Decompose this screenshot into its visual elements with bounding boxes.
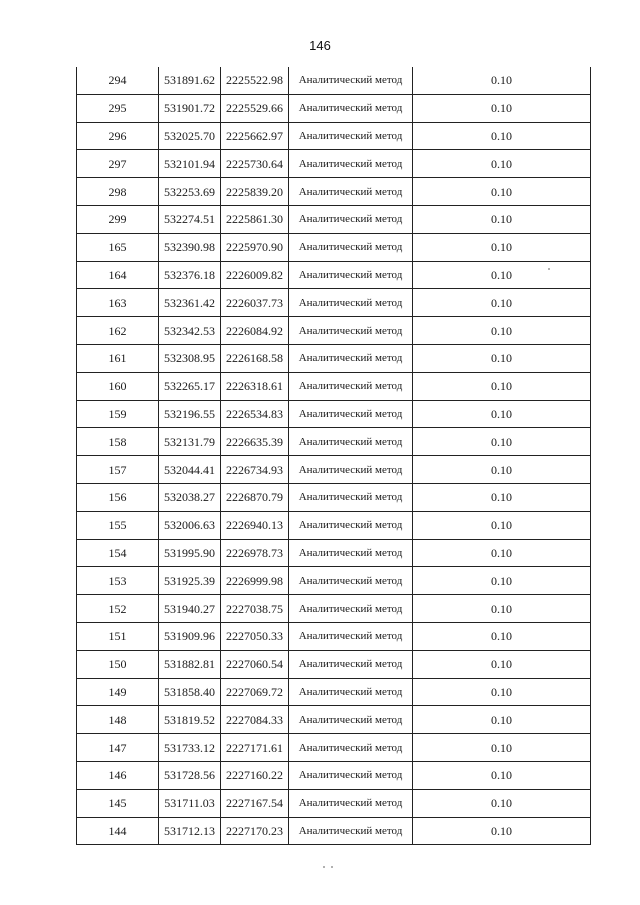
method-cell: Аналитический метод (289, 511, 413, 539)
y-coordinate-cell: 2226084.92 (221, 317, 289, 345)
y-coordinate-cell: 2225730.64 (221, 150, 289, 178)
x-coordinate-cell: 531901.72 (159, 94, 221, 122)
x-coordinate-cell: 531728.56 (159, 761, 221, 789)
y-coordinate-cell: 2226999.98 (221, 567, 289, 595)
method-cell: Аналитический метод (289, 67, 413, 94)
method-cell: Аналитический метод (289, 706, 413, 734)
accuracy-cell: 0.10 (413, 595, 591, 623)
table-row (77, 94, 591, 122)
y-coordinate-cell: 2227170.23 (221, 817, 289, 845)
point-number-cell: 152 (77, 595, 159, 623)
accuracy-cell: 0.10 (413, 289, 591, 317)
y-coordinate-cell: 2227038.75 (221, 595, 289, 623)
method-cell: Аналитический метод (289, 539, 413, 567)
y-coordinate-cell: 2225970.90 (221, 233, 289, 261)
method-cell: Аналитический метод (289, 622, 413, 650)
method-cell: Аналитический метод (289, 122, 413, 150)
accuracy-cell: 0.10 (413, 706, 591, 734)
point-number-cell: 297 (77, 150, 159, 178)
point-number-cell: 153 (77, 567, 159, 595)
coordinates-table (76, 67, 591, 845)
y-coordinate-cell: 2227069.72 (221, 678, 289, 706)
accuracy-cell: 0.10 (413, 511, 591, 539)
point-number-cell: 151 (77, 622, 159, 650)
y-coordinate-cell: 2227167.54 (221, 789, 289, 817)
x-coordinate-cell: 532025.70 (159, 122, 221, 150)
y-coordinate-cell: 2226870.79 (221, 483, 289, 511)
x-coordinate-cell: 532342.53 (159, 317, 221, 345)
x-coordinate-cell: 532308.95 (159, 344, 221, 372)
point-number-cell: 299 (77, 205, 159, 233)
x-coordinate-cell: 531995.90 (159, 539, 221, 567)
x-coordinate-cell: 532361.42 (159, 289, 221, 317)
accuracy-cell: 0.10 (413, 817, 591, 845)
x-coordinate-cell: 532044.41 (159, 456, 221, 484)
table-row (77, 789, 591, 817)
method-cell: Аналитический метод (289, 205, 413, 233)
method-cell: Аналитический метод (289, 595, 413, 623)
scan-speck (331, 866, 333, 868)
method-cell: Аналитический метод (289, 483, 413, 511)
x-coordinate-cell: 531909.96 (159, 622, 221, 650)
table-row (77, 344, 591, 372)
accuracy-cell: 0.10 (413, 567, 591, 595)
table-row (77, 67, 591, 94)
x-coordinate-cell: 532390.98 (159, 233, 221, 261)
point-number-cell: 295 (77, 94, 159, 122)
accuracy-cell: 0.10 (413, 539, 591, 567)
method-cell: Аналитический метод (289, 678, 413, 706)
point-number-cell: 159 (77, 400, 159, 428)
accuracy-cell: 0.10 (413, 178, 591, 206)
y-coordinate-cell: 2226635.39 (221, 428, 289, 456)
accuracy-cell: 0.10 (413, 261, 591, 289)
point-number-cell: 161 (77, 344, 159, 372)
y-coordinate-cell: 2227050.33 (221, 622, 289, 650)
point-number-cell: 149 (77, 678, 159, 706)
accuracy-cell: 0.10 (413, 650, 591, 678)
point-number-cell: 165 (77, 233, 159, 261)
point-number-cell: 154 (77, 539, 159, 567)
point-number-cell: 156 (77, 483, 159, 511)
accuracy-cell: 0.10 (413, 317, 591, 345)
method-cell: Аналитический метод (289, 761, 413, 789)
table-row (77, 400, 591, 428)
method-cell: Аналитический метод (289, 289, 413, 317)
y-coordinate-cell: 2226168.58 (221, 344, 289, 372)
table-row (77, 650, 591, 678)
accuracy-cell: 0.10 (413, 428, 591, 456)
method-cell: Аналитический метод (289, 650, 413, 678)
accuracy-cell: 0.10 (413, 344, 591, 372)
accuracy-cell: 0.10 (413, 400, 591, 428)
method-cell: Аналитический метод (289, 233, 413, 261)
point-number-cell: 160 (77, 372, 159, 400)
point-number-cell: 298 (77, 178, 159, 206)
method-cell: Аналитический метод (289, 150, 413, 178)
page-number: 146 (309, 38, 331, 53)
y-coordinate-cell: 2226037.73 (221, 289, 289, 317)
accuracy-cell: 0.10 (413, 622, 591, 650)
x-coordinate-cell: 531858.40 (159, 678, 221, 706)
method-cell: Аналитический метод (289, 372, 413, 400)
x-coordinate-cell: 532274.51 (159, 205, 221, 233)
table-row (77, 428, 591, 456)
method-cell: Аналитический метод (289, 428, 413, 456)
accuracy-cell: 0.10 (413, 372, 591, 400)
scan-speck (323, 866, 325, 868)
point-number-cell: 157 (77, 456, 159, 484)
x-coordinate-cell: 531712.13 (159, 817, 221, 845)
table-row (77, 706, 591, 734)
method-cell: Аналитический метод (289, 817, 413, 845)
point-number-cell: 162 (77, 317, 159, 345)
method-cell: Аналитический метод (289, 789, 413, 817)
table-row (77, 761, 591, 789)
table-row (77, 261, 591, 289)
method-cell: Аналитический метод (289, 400, 413, 428)
table-row (77, 539, 591, 567)
table-row (77, 595, 591, 623)
table-row (77, 178, 591, 206)
point-number-cell: 148 (77, 706, 159, 734)
x-coordinate-cell: 532131.79 (159, 428, 221, 456)
table-row (77, 372, 591, 400)
y-coordinate-cell: 2225861.30 (221, 205, 289, 233)
y-coordinate-cell: 2225662.97 (221, 122, 289, 150)
table-row (77, 205, 591, 233)
accuracy-cell: 0.10 (413, 456, 591, 484)
table-row (77, 150, 591, 178)
x-coordinate-cell: 531940.27 (159, 595, 221, 623)
method-cell: Аналитический метод (289, 261, 413, 289)
method-cell: Аналитический метод (289, 567, 413, 595)
accuracy-cell: 0.10 (413, 483, 591, 511)
accuracy-cell: 0.10 (413, 734, 591, 762)
table-row (77, 817, 591, 845)
x-coordinate-cell: 532196.55 (159, 400, 221, 428)
table-row (77, 456, 591, 484)
accuracy-cell: 0.10 (413, 205, 591, 233)
x-coordinate-cell: 532101.94 (159, 150, 221, 178)
table-row (77, 734, 591, 762)
x-coordinate-cell: 531925.39 (159, 567, 221, 595)
x-coordinate-cell: 531891.62 (159, 67, 221, 94)
x-coordinate-cell: 531733.12 (159, 734, 221, 762)
point-number-cell: 164 (77, 261, 159, 289)
accuracy-cell: 0.10 (413, 67, 591, 94)
point-number-cell: 158 (77, 428, 159, 456)
point-number-cell: 144 (77, 817, 159, 845)
y-coordinate-cell: 2225529.66 (221, 94, 289, 122)
x-coordinate-cell: 531711.03 (159, 789, 221, 817)
table-row (77, 511, 591, 539)
table-row (77, 289, 591, 317)
point-number-cell: 145 (77, 789, 159, 817)
x-coordinate-cell: 532265.17 (159, 372, 221, 400)
accuracy-cell: 0.10 (413, 761, 591, 789)
accuracy-cell: 0.10 (413, 678, 591, 706)
y-coordinate-cell: 2227171.61 (221, 734, 289, 762)
point-number-cell: 296 (77, 122, 159, 150)
scan-speck (548, 268, 550, 270)
y-coordinate-cell: 2226940.13 (221, 511, 289, 539)
table-row (77, 567, 591, 595)
x-coordinate-cell: 531819.52 (159, 706, 221, 734)
table-row (77, 122, 591, 150)
table-row (77, 622, 591, 650)
y-coordinate-cell: 2227060.54 (221, 650, 289, 678)
y-coordinate-cell: 2226978.73 (221, 539, 289, 567)
x-coordinate-cell: 532376.18 (159, 261, 221, 289)
y-coordinate-cell: 2225839.20 (221, 178, 289, 206)
method-cell: Аналитический метод (289, 178, 413, 206)
point-number-cell: 155 (77, 511, 159, 539)
method-cell: Аналитический метод (289, 94, 413, 122)
table-row (77, 678, 591, 706)
y-coordinate-cell: 2226318.61 (221, 372, 289, 400)
accuracy-cell: 0.10 (413, 94, 591, 122)
method-cell: Аналитический метод (289, 456, 413, 484)
y-coordinate-cell: 2227084.33 (221, 706, 289, 734)
table-row (77, 233, 591, 261)
y-coordinate-cell: 2227160.22 (221, 761, 289, 789)
x-coordinate-cell: 532253.69 (159, 178, 221, 206)
table-row (77, 483, 591, 511)
method-cell: Аналитический метод (289, 734, 413, 762)
y-coordinate-cell: 2225522.98 (221, 67, 289, 94)
coordinates-table-body (77, 67, 591, 845)
point-number-cell: 150 (77, 650, 159, 678)
point-number-cell: 294 (77, 67, 159, 94)
x-coordinate-cell: 532006.63 (159, 511, 221, 539)
y-coordinate-cell: 2226734.93 (221, 456, 289, 484)
accuracy-cell: 0.10 (413, 150, 591, 178)
y-coordinate-cell: 2226534.83 (221, 400, 289, 428)
point-number-cell: 146 (77, 761, 159, 789)
method-cell: Аналитический метод (289, 317, 413, 345)
x-coordinate-cell: 531882.81 (159, 650, 221, 678)
point-number-cell: 163 (77, 289, 159, 317)
accuracy-cell: 0.10 (413, 233, 591, 261)
table-row (77, 317, 591, 345)
y-coordinate-cell: 2226009.82 (221, 261, 289, 289)
accuracy-cell: 0.10 (413, 122, 591, 150)
x-coordinate-cell: 532038.27 (159, 483, 221, 511)
point-number-cell: 147 (77, 734, 159, 762)
accuracy-cell: 0.10 (413, 789, 591, 817)
method-cell: Аналитический метод (289, 344, 413, 372)
